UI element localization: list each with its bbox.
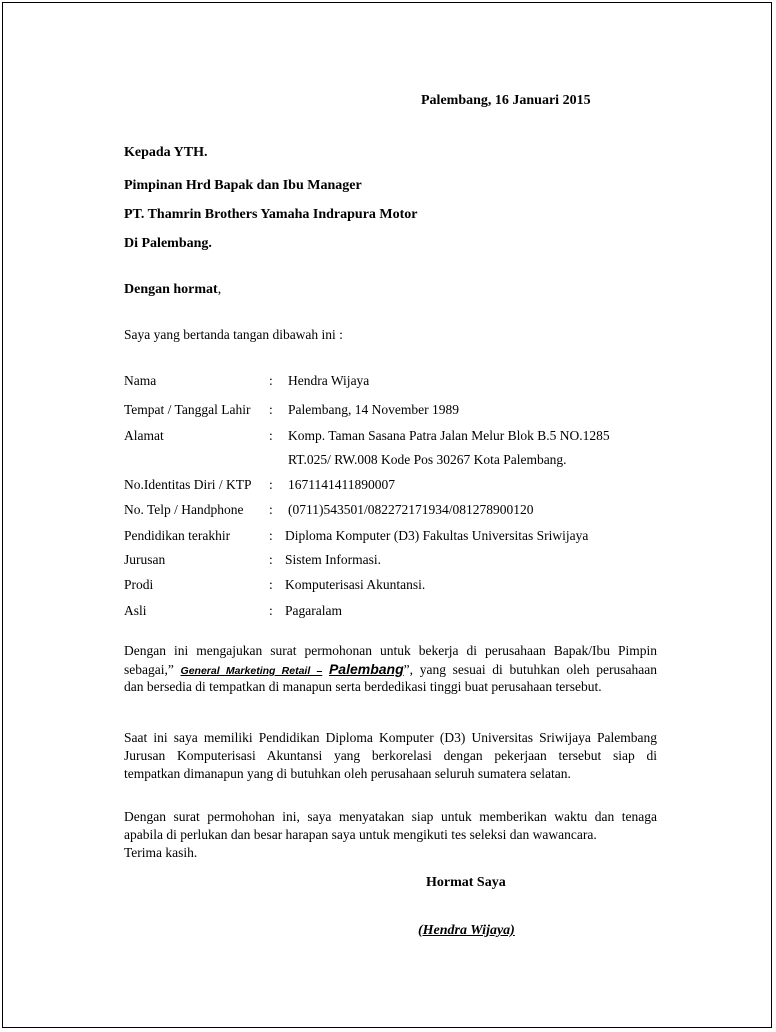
paragraph-line: Terima kasih.	[124, 845, 198, 860]
field-label-nama: Nama	[124, 373, 157, 388]
field-label-alamat: Alamat	[124, 428, 164, 443]
field-colon: :	[269, 502, 273, 517]
field-colon: :	[269, 402, 273, 417]
position-location: Palembang	[328, 661, 404, 677]
paragraph-closing	[124, 808, 657, 862]
field-colon: :	[269, 373, 273, 388]
field-value-telp: (0711)543501/082272171934/081278900120	[288, 502, 534, 517]
paragraph-line: apabila di perlukan dan besar harapan saya untuk mengikuti tes seleksi dan wawancara.	[124, 827, 597, 842]
greeting	[124, 282, 221, 298]
paragraph-line	[124, 660, 657, 678]
signature-name: (Hendra Wijaya)	[418, 923, 515, 938]
field-value-jurusan: Sistem Informasi.	[285, 552, 381, 567]
field-label-ktp: No.Identitas Diri / KTP	[124, 477, 252, 492]
intro-text: Saya yang bertanda tangan dibawah ini :	[124, 327, 343, 342]
recipient-line-3: Di Palembang.	[124, 236, 212, 251]
field-label-asli: Asli	[124, 603, 147, 618]
greeting-text: Dengan hormat	[124, 282, 218, 297]
letter-date: Palembang, 16 Januari 2015	[421, 93, 591, 108]
paragraph-line: Dengan surat permohohan ini, saya menyatakan siap untuk memberikan waktu dan tenaga	[124, 809, 657, 824]
field-value-prodi: Komputerisasi Akuntansi.	[285, 577, 426, 592]
paragraph-text: ”, yang sesuai di butuhkan oleh perusahaan	[403, 662, 657, 677]
position-title: General Marketing Retail –	[180, 665, 323, 677]
field-colon: :	[269, 552, 273, 567]
paragraph-line: Dengan ini mengajukan surat permohonan untuk bekerja di perusahaan Bapak/Ibu Pimpin	[124, 643, 657, 658]
letter-page	[2, 2, 772, 1028]
paragraph-line: Saat ini saya memiliki Pendidikan Diploma Komputer (D3) Universitas Sriwijaya Palembang	[124, 730, 657, 745]
closing-text: Hormat Saya	[426, 875, 506, 890]
paragraph-line: Jurusan Komputerisasi Akuntansi yang berkorelasi dengan pekerjaan tersebut siap di	[124, 748, 657, 763]
field-colon: :	[269, 428, 273, 443]
field-value-ttl: Palembang, 14 November 1989	[288, 402, 459, 417]
paragraph-line: tempatkan dimanapun yang di butuhkan oleh perusahaan seluruh sumatera selatan.	[124, 766, 571, 781]
field-value-alamat: Komp. Taman Sasana Patra Jalan Melur Blok B.5 NO.1285	[288, 428, 610, 443]
paragraph-line: dan bersedia di tempatkan di manapun serta berdedikasi tinggi buat perusahaan tersebut.	[124, 679, 602, 694]
field-value-pendidikan: Diploma Komputer (D3) Fakultas Universitas Sriwijaya	[285, 528, 589, 543]
field-label-jurusan: Jurusan	[124, 552, 166, 567]
field-colon: :	[269, 477, 273, 492]
greeting-punct: ,	[217, 282, 222, 297]
field-value-ktp: 1671141411890007	[288, 477, 395, 492]
recipient-line-2: PT. Thamrin Brothers Yamaha Indrapura Motor	[124, 207, 418, 222]
recipient-salutation: Kepada YTH.	[124, 145, 208, 160]
paragraph-application	[124, 642, 657, 696]
field-value-alamat-2: RT.025/ RW.008 Kode Pos 30267 Kota Palembang.	[288, 452, 567, 467]
paragraph-text: sebagai,”	[124, 662, 174, 677]
field-label-prodi: Prodi	[124, 577, 154, 592]
field-colon: :	[269, 528, 273, 543]
recipient-line-1: Pimpinan Hrd Bapak dan Ibu Manager	[124, 178, 362, 193]
field-label-telp: No. Telp / Handphone	[124, 502, 244, 517]
field-colon: :	[269, 603, 273, 618]
field-colon: :	[269, 577, 273, 592]
field-value-asli: Pagaralam	[285, 603, 342, 618]
paragraph-education	[124, 729, 657, 783]
field-value-nama: Hendra Wijaya	[288, 373, 370, 388]
field-label-pendidikan: Pendidikan terakhir	[124, 528, 231, 543]
field-label-ttl: Tempat / Tanggal Lahir	[124, 402, 251, 417]
